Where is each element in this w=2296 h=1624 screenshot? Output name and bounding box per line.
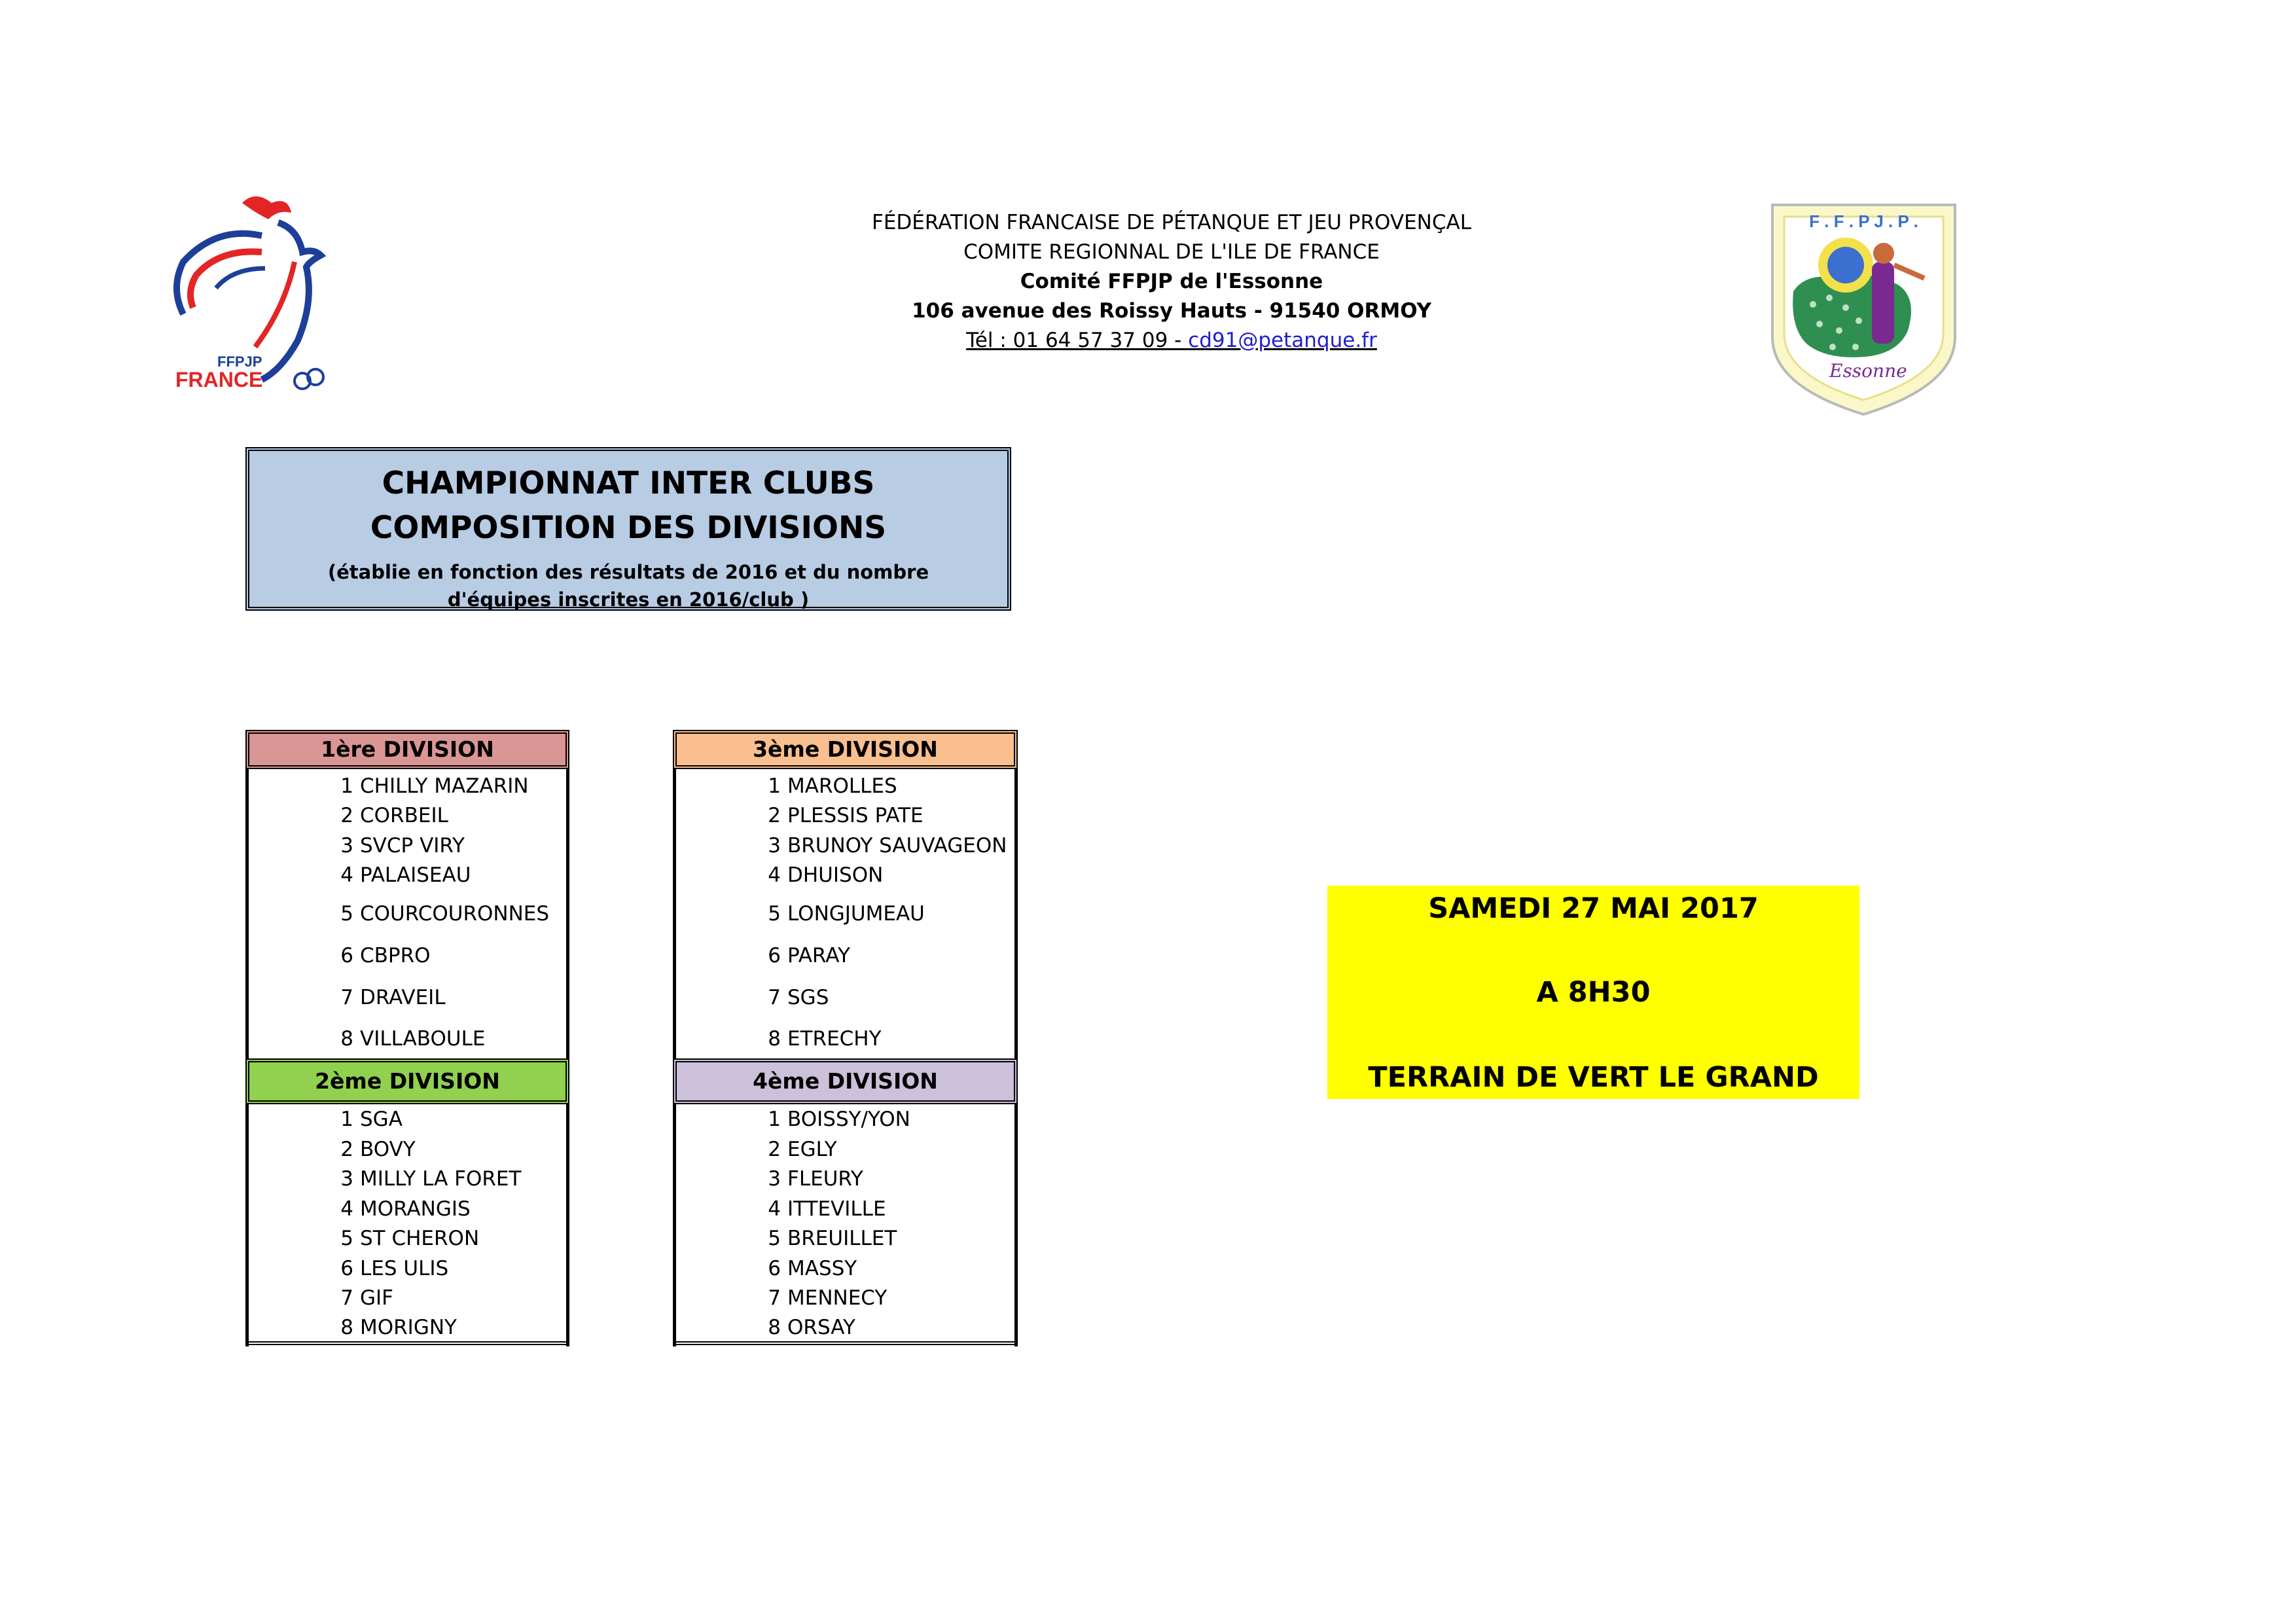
list-item: 2 CORBEIL [340,804,448,827]
list-item: 4 PALAISEAU [340,863,471,887]
logo-label-ffpjp: FFPJP [217,353,262,370]
header-email-link[interactable]: cd91@petanque.fr [1188,329,1377,352]
crest-label: F . F . P J . P . [1809,211,1918,231]
list-item: 6 MASSY [768,1257,857,1280]
list-item: 5 COURCOURONNES [340,902,550,926]
header-comite-essonne: Comité FFPJP de l'Essonne [1020,270,1323,293]
title-main [249,461,1007,550]
division-2-header: 2ème DIVISION [245,1058,569,1104]
list-item: 1 MAROLLES [768,774,897,798]
list-item: 4 DHUISON [768,863,884,887]
division-3-table [673,730,1018,1058]
header-phone: Tél : 01 64 57 37 09 - [966,329,1189,352]
list-item: 8 VILLABOULE [340,1027,486,1051]
division-2-table [245,1058,569,1346]
list-item: 7 GIF [340,1286,393,1310]
list-item: 4 MORANGIS [340,1197,471,1221]
header-address: 106 avenue des Roissy Hauts - 91540 ORMOY [912,299,1431,323]
crest-script: Essonne [1829,360,1907,382]
event-time: A 8H30 [1536,976,1651,1009]
event-place: TERRAIN DE VERT LE GRAND [1368,1061,1819,1094]
list-item: 7 DRAVEIL [340,986,446,1009]
list-item: 2 EGLY [768,1138,837,1161]
header-contact [655,326,1689,355]
list-item: 1 SGA [340,1108,403,1131]
header-federation: FÉDÉRATION FRANCAISE DE PÉTANQUE ET JEU PROVENÇAL [872,211,1471,234]
division-4-list [673,1104,1018,1346]
list-item: 6 LES ULIS [340,1257,449,1280]
list-item: 8 ORSAY [768,1316,855,1339]
division-1-header: 1ère DIVISION [245,730,569,769]
list-item: 4 ITTEVILLE [768,1197,886,1221]
title-line2: COMPOSITION DES DIVISIONS [370,510,887,546]
list-item: 1 CHILLY MAZARIN [340,774,529,798]
division-1-list [245,769,569,1058]
list-item: 5 ST CHERON [340,1227,480,1250]
list-item: 6 CBPRO [340,944,431,967]
logo-label-france: FRANCE [175,368,263,391]
division-2-list [245,1104,569,1346]
list-item: 3 FLEURY [768,1167,863,1191]
list-item: 7 SGS [768,986,829,1009]
title-line1: CHAMPIONNAT INTER CLUBS [382,465,875,501]
list-item: 5 LONGJUMEAU [768,902,925,926]
list-item: 8 ETRECHY [768,1027,882,1051]
shield-crest-logo-icon [1767,200,1960,419]
division-1-table [245,730,569,1058]
division-4-header: 4ème DIVISION [673,1058,1018,1104]
list-item: 7 MENNECY [768,1286,888,1310]
table-bottom-border [676,1341,1014,1345]
list-item: 3 BRUNOY SAUVAGEON [768,834,1007,857]
division-4-table [673,1058,1018,1346]
list-item: 3 MILLY LA FORET [340,1167,522,1191]
list-item: 3 SVCP VIRY [340,834,465,857]
ffpjp-essonne-crest [1767,200,1960,419]
division-3-list [673,769,1018,1058]
event-info-box [1327,886,1859,1099]
division-3-header: 3ème DIVISION [673,730,1018,769]
header-comite-regional: COMITE REGIONNAL DE L'ILE DE FRANCE [963,240,1380,264]
title-note: (établie en fonction des résultats de 2016 et du nombre d'équipes inscrites en 2016/club ) [327,561,929,611]
ffpjp-france-logo [157,190,340,399]
list-item: 2 PLESSIS PATE [768,804,924,827]
list-item: 8 MORIGNY [340,1316,457,1339]
list-item: 1 BOISSY/YON [768,1108,910,1131]
list-item: 5 BREUILLET [768,1227,897,1250]
list-item: 6 PARAY [768,944,850,967]
table-bottom-border [249,1341,566,1345]
title-box [245,447,1011,611]
federation-header [655,208,1689,355]
event-date: SAMEDI 27 MAI 2017 [1428,892,1759,925]
list-item: 2 BOVY [340,1138,416,1161]
